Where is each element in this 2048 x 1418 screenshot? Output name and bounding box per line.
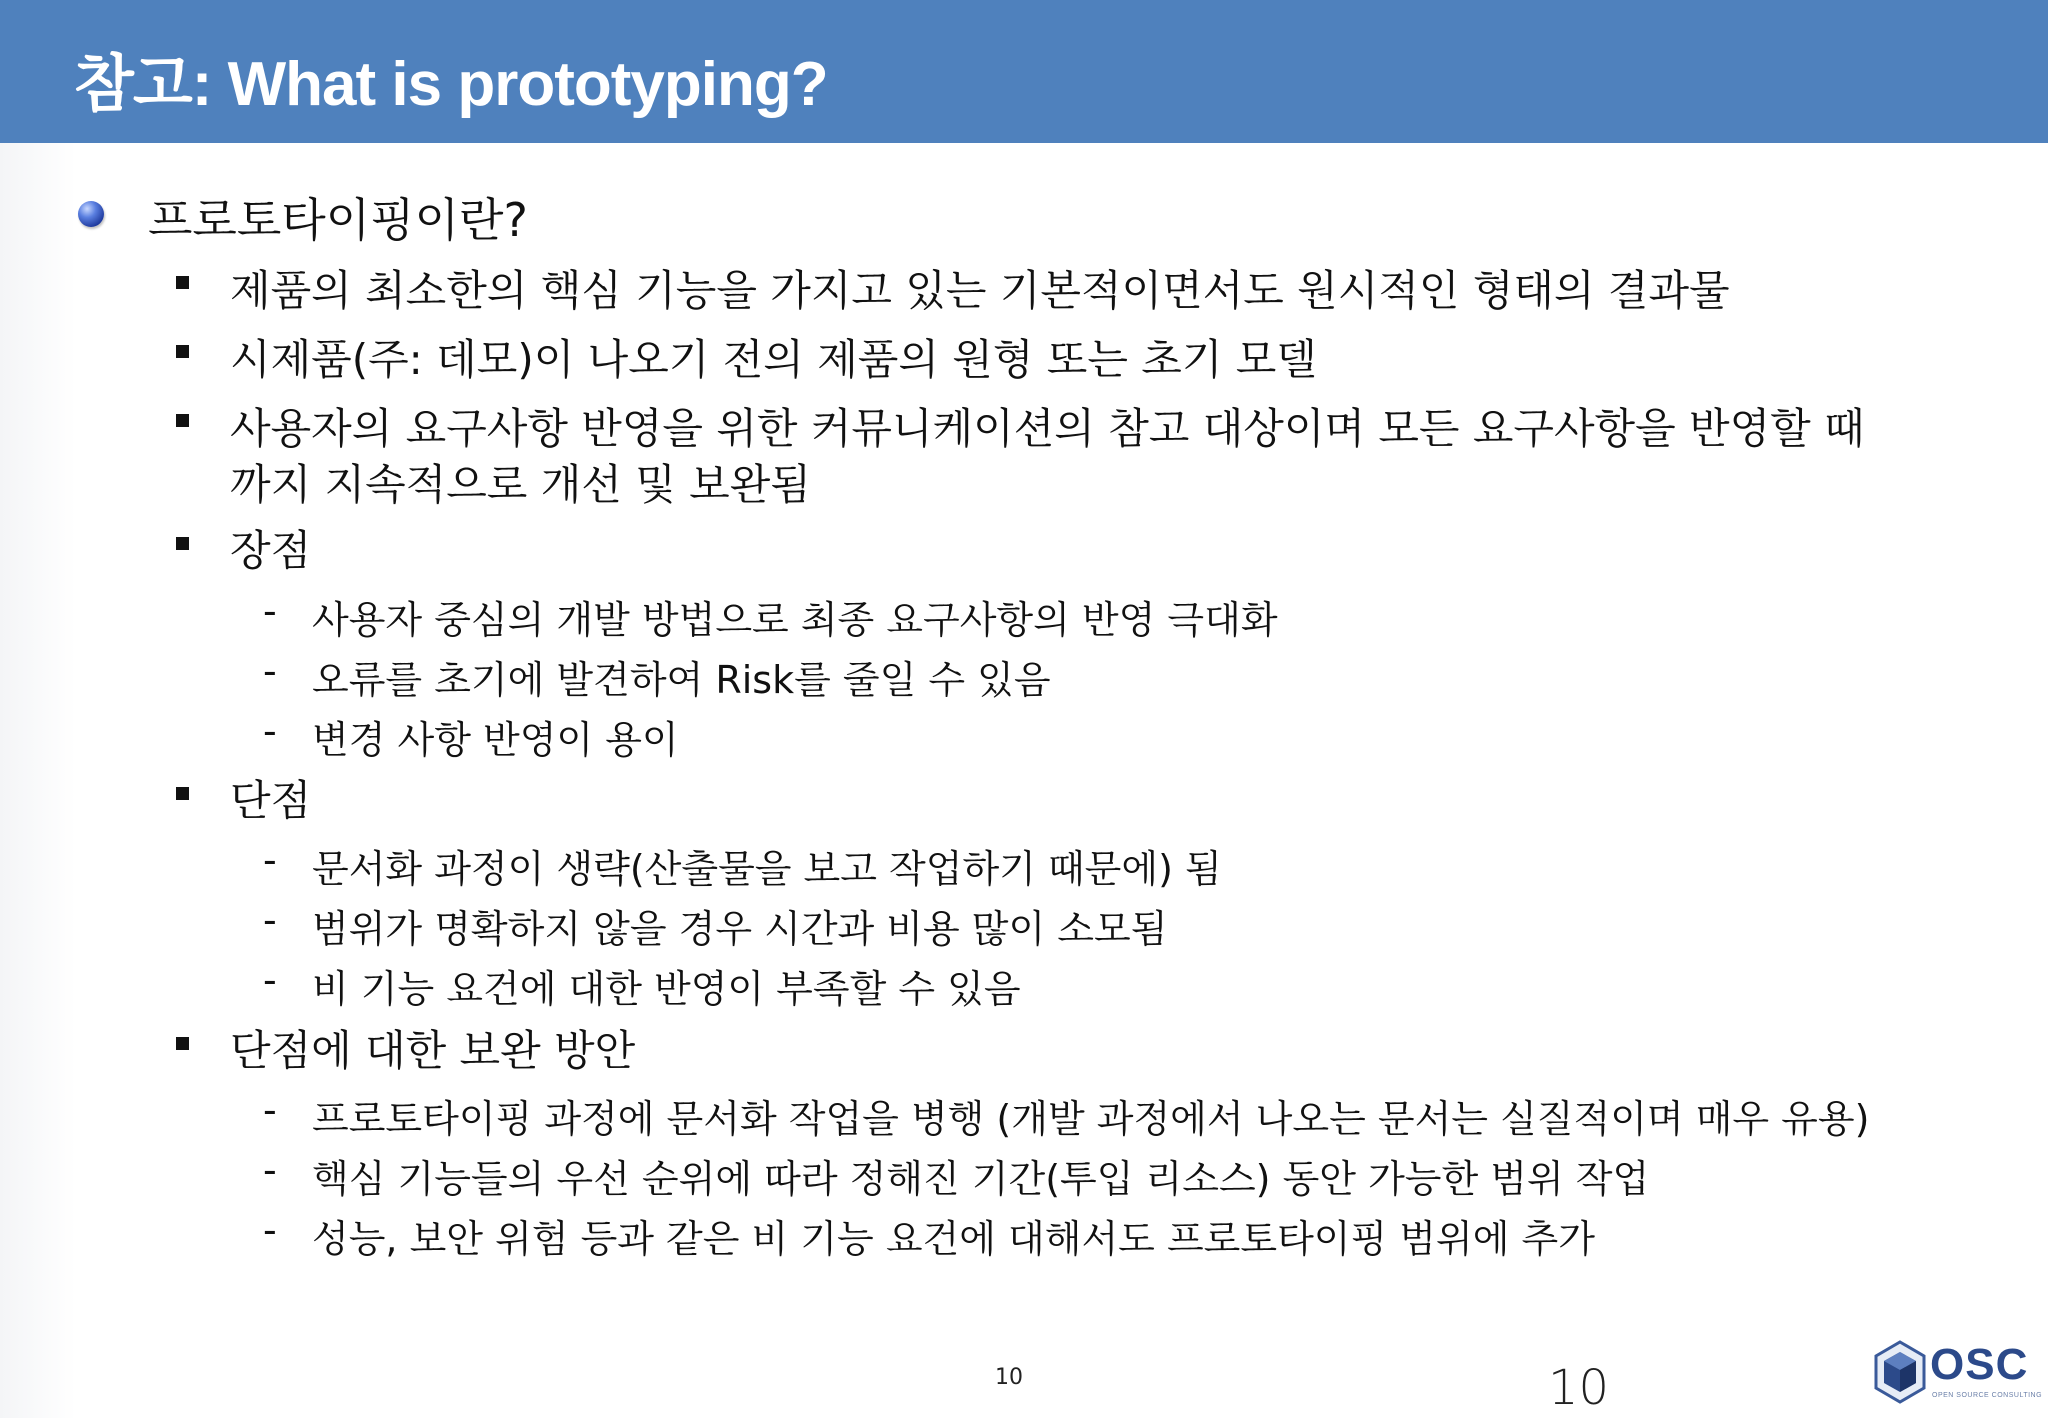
remedies-item: 핵심 기능들의 우선 순위에 따라 정해진 기간(투입 리소스) 동안 가능한 범위 작업: [312, 1157, 1650, 1201]
list-item: 제품의 최소한의 핵심 기능을 가지고 있는 기본적이면서도 원시적인 형태의 결과물: [230, 266, 1730, 315]
main-heading: 프로토타이핑이란?: [148, 193, 528, 247]
cons-label: 단점: [230, 776, 312, 825]
pros-item: 오류를 초기에 발견하여 Risk를 줄일 수 있음: [312, 658, 1051, 702]
title-bar: [0, 0, 2048, 143]
square-bullet-icon: [176, 345, 189, 358]
cons-item: 범위가 명확하지 않을 경우 시간과 비용 많이 소모됨: [312, 907, 1168, 951]
dash-bullet: -: [263, 589, 277, 633]
dash-bullet: -: [263, 1208, 277, 1252]
remedies-item: 프로토타이핑 과정에 문서화 작업을 병행 (개발 과정에서 나오는 문서는 실질적이며 매우 유용): [312, 1097, 1870, 1141]
square-bullet-icon: [176, 537, 189, 550]
square-bullet-icon: [176, 787, 189, 800]
slide-title: 참고: What is prototyping?: [74, 50, 828, 119]
dash-bullet: -: [263, 958, 277, 1002]
dash-bullet: -: [263, 898, 277, 942]
cube-logo-icon: [1872, 1338, 1928, 1412]
list-item-continuation: 까지 지속적으로 개선 및 보완됨: [230, 460, 811, 509]
square-bullet-icon: [176, 276, 189, 289]
dash-bullet: -: [263, 1088, 277, 1132]
round-bullet-icon: [78, 201, 104, 227]
pros-item: 사용자 중심의 개발 방법으로 최종 요구사항의 반영 극대화: [312, 598, 1278, 642]
left-margin-shade: [0, 143, 76, 1418]
remedies-label: 단점에 대한 보완 방안: [230, 1026, 636, 1075]
dash-bullet: -: [263, 709, 277, 753]
dash-bullet: -: [263, 838, 277, 882]
pros-label: 장점: [230, 526, 312, 575]
remedies-item: 성능, 보안 위험 등과 같은 비 기능 요건에 대해서도 프로토타이핑 범위에 추가: [312, 1217, 1595, 1261]
dash-bullet: -: [263, 1148, 277, 1192]
cons-item: 비 기능 요건에 대한 반영이 부족할 수 있음: [312, 967, 1021, 1011]
dash-bullet: -: [263, 649, 277, 693]
cons-item: 문서화 과정이 생략(산출물을 보고 작업하기 때문에) 됨: [312, 847, 1222, 891]
pros-item: 변경 사항 반영이 용이: [312, 718, 679, 762]
list-item: 사용자의 요구사항 반영을 위한 커뮤니케이션의 참고 대상이며 모든 요구사항을 반영할 때: [230, 404, 1865, 453]
page-number-large: 10: [1548, 1360, 1610, 1416]
logo-tagline: OPEN SOURCE CONSULTING: [1932, 1392, 2043, 1399]
square-bullet-icon: [176, 1037, 189, 1050]
list-item: 시제품(주: 데모)이 나오기 전의 제품의 원형 또는 초기 모델: [230, 335, 1317, 384]
square-bullet-icon: [176, 414, 189, 427]
page-number-small: 10: [995, 1365, 1023, 1390]
osc-logo: [1872, 1336, 2043, 1414]
logo-wordmark: OSC: [1930, 1340, 2029, 1389]
